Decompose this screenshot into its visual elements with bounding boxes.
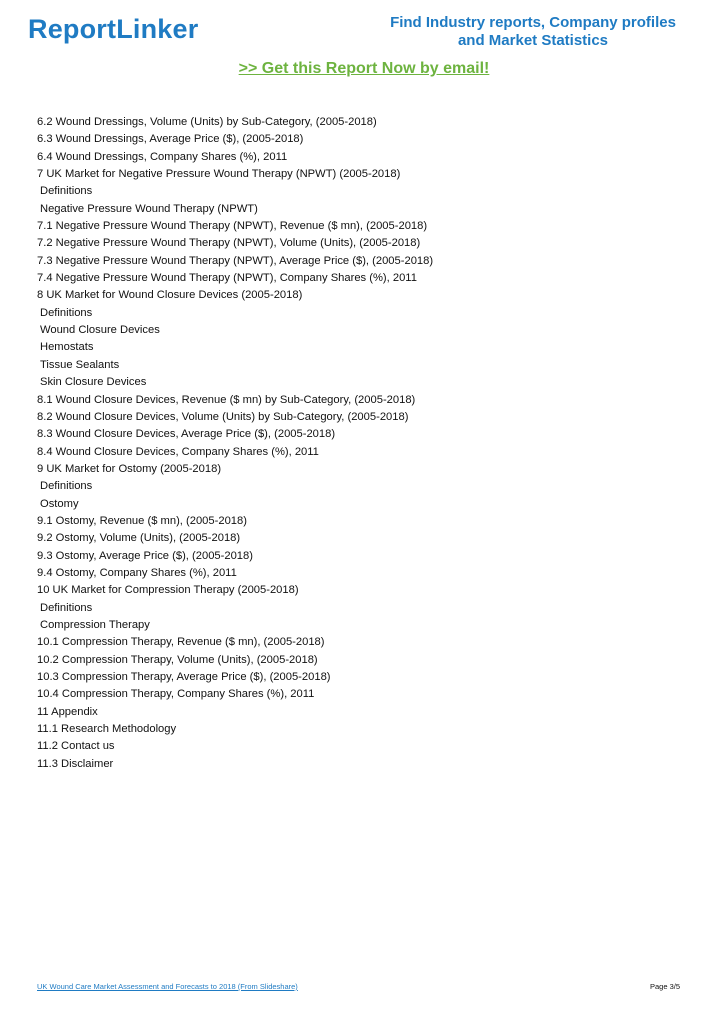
get-report-link[interactable]: >> Get this Report Now by email! [238, 60, 490, 77]
toc-entry: 8.3 Wound Closure Devices, Average Price ($), (2005-2018) [37, 428, 336, 441]
toc-entry: Definitions [40, 601, 93, 614]
toc-entry: 11 Appendix [37, 705, 98, 718]
toc-entry: 10.3 Compression Therapy, Average Price ($), (2005-2018) [37, 671, 331, 683]
toc-entry: 6.3 Wound Dressings, Average Price ($), (2005-2018) [37, 133, 304, 146]
toc-entry: 9.2 Ostomy, Volume (Units), (2005-2018) [37, 532, 241, 545]
toc-entry: 10.1 Compression Therapy, Revenue ($ mn), (2005-2018) [37, 636, 325, 649]
footer-report-link[interactable]: UK Wound Care Market Assessment and Forecasts to 2018 (From Slideshare) [37, 982, 298, 991]
toc-entry: Definitions [40, 480, 93, 493]
toc-entry: 7.2 Negative Pressure Wound Therapy (NPWT), Volume (Units), (2005-2018) [37, 237, 421, 250]
toc-entry: 11.3 Disclaimer [37, 757, 114, 770]
toc-entry: 7.1 Negative Pressure Wound Therapy (NPWT), Revenue ($ mn), (2005-2018) [37, 220, 428, 233]
toc-entry: 9.1 Ostomy, Revenue ($ mn), (2005-2018) [37, 514, 247, 527]
toc-entry: 7.4 Negative Pressure Wound Therapy (NPWT), Company Shares (%), 2011 [37, 272, 417, 285]
tagline-line-2: and Market Statistics [457, 32, 609, 49]
toc-entry: 8 UK Market for Wound Closure Devices (2005-2018) [37, 289, 303, 302]
table-of-contents [37, 114, 697, 773]
toc-entry: 7 UK Market for Negative Pressure Wound Therapy (NPWT) (2005-2018) [37, 168, 401, 181]
toc-entry: 10.4 Compression Therapy, Company Shares (%), 2011 [37, 688, 315, 701]
toc-entry: Compression Therapy [40, 618, 150, 631]
tagline-line-1: Find Industry reports, Company profiles [390, 14, 676, 31]
toc-entry: 8.4 Wound Closure Devices, Company Shares (%), 2011 [37, 445, 319, 458]
page-number: Page 3/5 [649, 982, 680, 991]
toc-entry: 6.2 Wound Dressings, Volume (Units) by Sub-Category, (2005-2018) [37, 116, 377, 128]
toc-entry: Wound Closure Devices [40, 324, 160, 337]
toc-entry: 9.4 Ostomy, Company Shares (%), 2011 [37, 566, 237, 579]
toc-entry: Definitions [40, 306, 93, 319]
toc-entry: 11.2 Contact us [37, 740, 115, 753]
toc-entry: 11.1 Research Methodology [37, 723, 177, 736]
header-tagline [368, 14, 698, 50]
toc-entry: 10.2 Compression Therapy, Volume (Units), (2005-2018) [37, 653, 318, 666]
reportlinker-logo: ReportLinker [28, 14, 199, 44]
toc-entry: Negative Pressure Wound Therapy (NPWT) [40, 202, 258, 215]
toc-entry: 10 UK Market for Compression Therapy (2005-2018) [37, 584, 299, 597]
toc-entry: Definitions [40, 185, 93, 198]
toc-entry: 8.1 Wound Closure Devices, Revenue ($ mn) by Sub-Category, (2005-2018) [37, 393, 416, 406]
toc-entry: 6.4 Wound Dressings, Company Shares (%), 2011 [37, 150, 288, 163]
toc-entry: Ostomy [40, 497, 79, 510]
toc-entry: Skin Closure Devices [40, 376, 147, 389]
toc-entry: Tissue Sealants [40, 358, 120, 371]
toc-entry: 7.3 Negative Pressure Wound Therapy (NPWT), Average Price ($), (2005-2018) [37, 254, 434, 267]
toc-entry: 8.2 Wound Closure Devices, Volume (Units) by Sub-Category, (2005-2018) [37, 410, 409, 423]
toc-entry: 9 UK Market for Ostomy (2005-2018) [37, 462, 222, 475]
toc-entry: Hemostats [40, 341, 94, 354]
toc-entry: 9.3 Ostomy, Average Price ($), (2005-2018) [37, 549, 253, 562]
